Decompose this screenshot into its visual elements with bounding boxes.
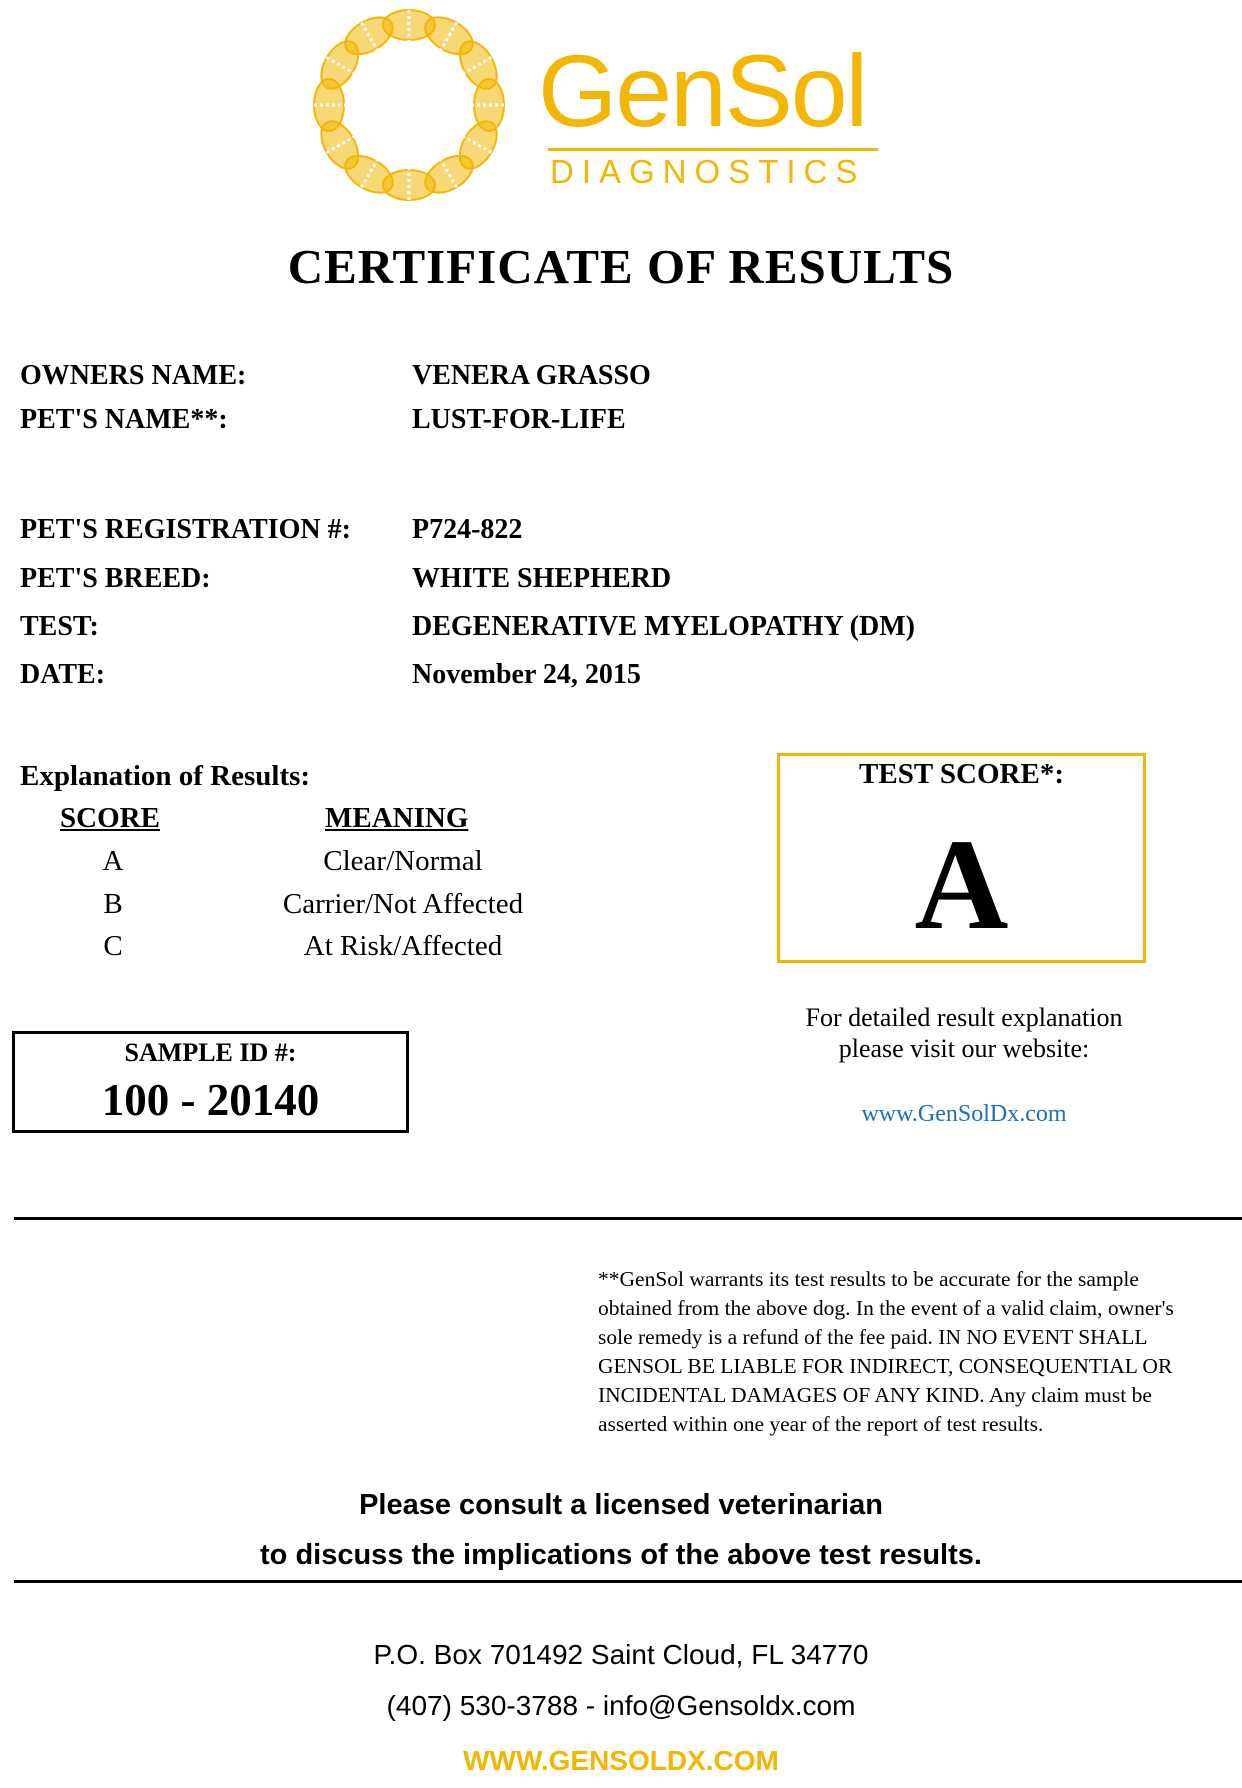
- sample-id-box: [12, 1031, 409, 1133]
- warranty-line: obtained from the above dog. In the event of a valid claim, owner's: [598, 1296, 1174, 1320]
- meaning-column-header: MEANING: [325, 802, 469, 834]
- logo-wordmark: GenSol: [538, 34, 867, 148]
- warranty-line: sole remedy is a refund of the fee paid. IN NO EVENT SHALL: [598, 1325, 1148, 1349]
- explanation-title: Explanation of Results:: [20, 760, 311, 792]
- sample-id-value: 100 - 20140: [101, 1075, 320, 1125]
- score-cell: C: [103, 930, 123, 962]
- warranty-line: INCIDENTAL DAMAGES OF ANY KIND. Any claim must be: [598, 1383, 1152, 1407]
- meaning-cell: Clear/Normal: [323, 845, 483, 877]
- breed-label: PET'S BREED:: [20, 563, 211, 594]
- divider-top: [14, 1217, 1242, 1220]
- test-score-value: A: [914, 813, 1009, 957]
- warranty-line: asserted within one year of the report of test results.: [598, 1412, 1044, 1436]
- score-cell: A: [102, 845, 124, 877]
- date-value: November 24, 2015: [412, 659, 641, 690]
- test-score-label: TEST SCORE*:: [859, 758, 1064, 790]
- warranty-text: [598, 1265, 1238, 1439]
- footer-website[interactable]: WWW.GENSOLDX.COM: [463, 1745, 779, 1776]
- test-label: TEST:: [20, 611, 99, 642]
- breed-value: WHITE SHEPHERD: [412, 563, 672, 594]
- test-value: DEGENERATIVE MYELOPATHY (DM): [412, 611, 915, 642]
- registration-label: PET'S REGISTRATION #:: [20, 514, 351, 545]
- website-link[interactable]: www.GenSolDx.com: [861, 1101, 1067, 1127]
- logo-tagline: DIAGNOSTICS: [550, 153, 866, 190]
- warranty-line: GENSOL BE LIABLE FOR INDIRECT, CONSEQUENTIAL OR: [598, 1354, 1173, 1378]
- warranty-line: **GenSol warrants its test results to be accurate for the sample: [598, 1267, 1139, 1291]
- score-cell: B: [103, 888, 123, 920]
- date-label: DATE:: [20, 659, 106, 690]
- gensol-logo-icon: [294, 0, 524, 215]
- logo-dna-ring: [311, 7, 507, 203]
- detail-text-line1: For detailed result explanation: [805, 1003, 1123, 1032]
- consult-line1: Please consult a licensed veterinarian: [359, 1489, 883, 1521]
- pet-name-value: LUST-FOR-LIFE: [412, 404, 626, 435]
- meaning-cell: Carrier/Not Affected: [282, 888, 524, 920]
- detail-text-line2: please visit our website:: [838, 1034, 1090, 1063]
- owner-name-value: VENERA GRASSO: [412, 360, 651, 391]
- owner-name-label: OWNERS NAME:: [20, 360, 247, 391]
- meaning-cell: At Risk/Affected: [303, 930, 503, 962]
- sample-id-label: SAMPLE ID #:: [124, 1038, 297, 1067]
- certificate-title: CERTIFICATE OF RESULTS: [287, 239, 955, 294]
- pet-name-label: PET'S NAME**:: [20, 404, 228, 435]
- score-column-header: SCORE: [60, 802, 160, 834]
- footer-address: P.O. Box 701492 Saint Cloud, FL 34770: [373, 1639, 869, 1670]
- test-score-box: [777, 753, 1146, 963]
- consult-line2: to discuss the implications of the above test results.: [260, 1539, 982, 1571]
- registration-value: P724-822: [412, 514, 523, 545]
- footer-contact: (407) 530-3788 - info@Gensoldx.com: [386, 1690, 856, 1721]
- logo-divider: [548, 148, 878, 151]
- divider-bottom: [14, 1580, 1242, 1583]
